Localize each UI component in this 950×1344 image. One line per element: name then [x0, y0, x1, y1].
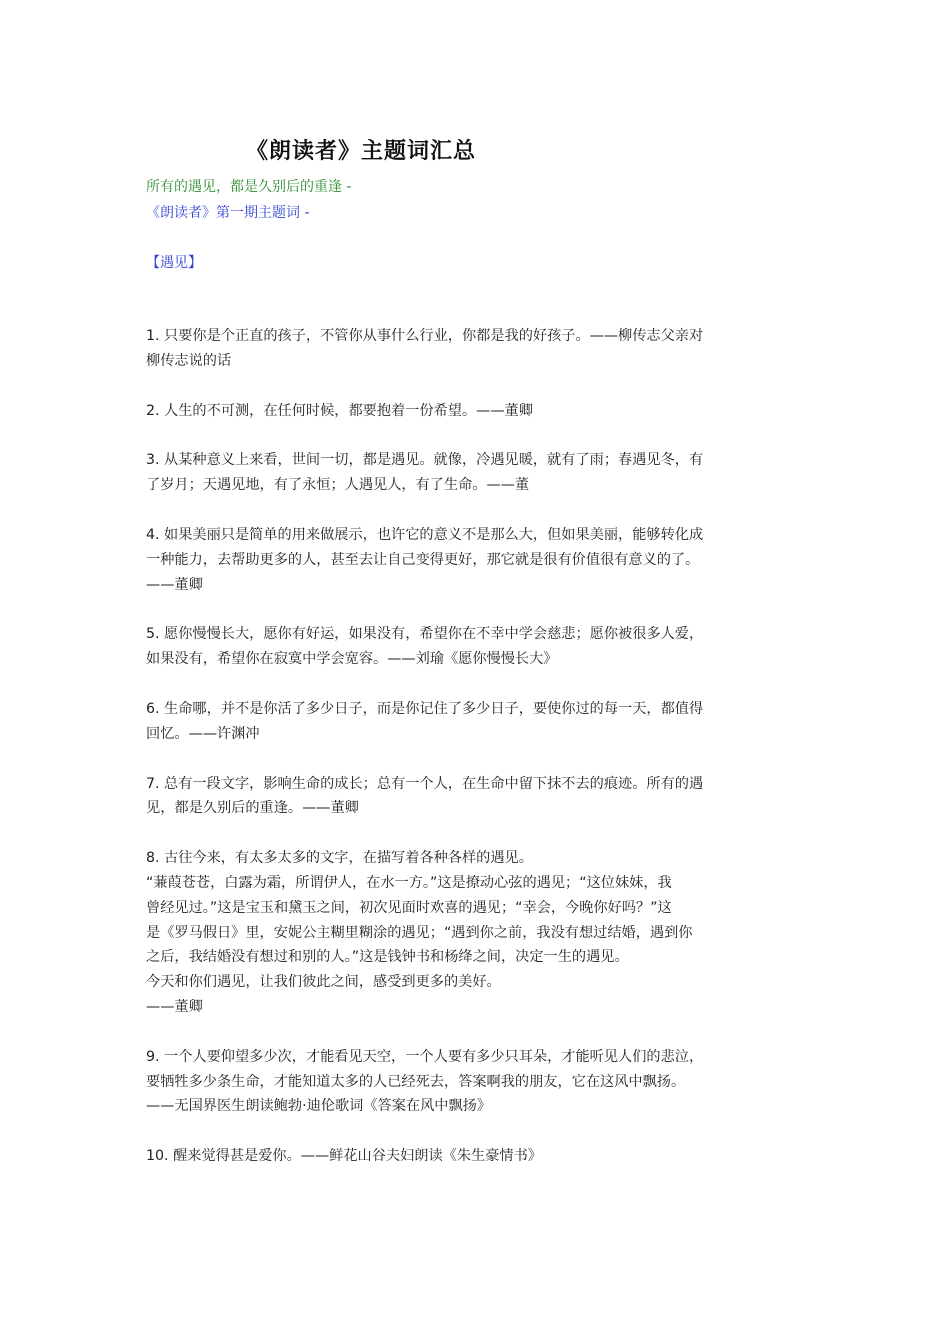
quote-line: 9. 一个人要仰望多少次，才能看见天空，一个人要有多少只耳朵，才能听见人们的悲泣， — [146, 1048, 704, 1065]
quote-item-1 — [146, 324, 810, 374]
quote-line: 曾经见过。”这是宝玉和黛玉之间，初次见面时欢喜的遇见；“幸会，今晚你好吗？”这 — [146, 899, 672, 916]
quote-item-10 — [146, 1144, 810, 1169]
quote-line: 柳传志说的话 — [146, 352, 232, 369]
quote-line: 7. 总有一段文字，影响生命的成长；总有一个人，在生命中留下抹不去的痕迹。所有的遇 — [146, 775, 704, 792]
quote-line: 之后，我结婚没有想过和别的人。”这是钱钟书和杨绛之间，决定一生的遇见。 — [146, 949, 629, 966]
quote-line: 回忆。——许渊冲 — [146, 725, 260, 742]
quote-line: 是《罗马假日》里，安妮公主糊里糊涂的遇见；“遇到你之前，我没有想过结婚，遇到你 — [146, 924, 693, 941]
quote-line: ——董卿 — [146, 998, 203, 1015]
quote-item-6 — [146, 697, 810, 747]
quote-line: 5. 愿你慢慢长大，愿你有好运，如果没有，希望你在不幸中学会慈悲；愿你被很多人爱， — [146, 626, 704, 643]
quote-line: ——无国界医生朗读鲍勃·迪伦歌词《答案在风中飘扬》 — [146, 1098, 492, 1115]
quote-item-5 — [146, 622, 810, 672]
quote-line: 8. 古往今来，有太多太多的文字，在描写着各种各样的遇见。 — [146, 850, 533, 867]
quote-line: 一种能力，去帮助更多的人，甚至去让自己变得更好，那它就是很有价值很有意义的了。 — [146, 551, 700, 568]
quote-line: 1. 只要你是个正直的孩子，不管你从事什么行业，你都是我的好孩子。——柳传志父亲对 — [146, 328, 704, 344]
quote-line: “蒹葭苍苍，白露为霜，所谓伊人，在水一方。”这是撩动心弦的遇见；“这位妹妹，我 — [146, 874, 672, 891]
section-heading: 【遇见】 — [146, 255, 202, 271]
quote-line: 了岁月；天遇见地，有了永恒；人遇见人，有了生命。——董 — [146, 477, 530, 494]
quote-line: 3. 从某种意义上来看，世间一切，都是遇见。就像，冷遇见暖，就有了雨；春遇见冬，有 — [146, 452, 704, 469]
quote-item-8 — [146, 846, 810, 1020]
quote-line: 6. 生命哪，并不是你活了多少日子，而是你记住了多少日子，要使你过的每一天，都值得 — [146, 700, 704, 717]
quote-line: 要牺牲多少条生命，才能知道太多的人已经死去，答案啊我的朋友，它在这风中飘扬。 — [146, 1073, 686, 1090]
quote-line: ——董卿 — [146, 576, 203, 593]
quote-line: 如果没有，希望你在寂寞中学会宽容。——刘瑜《愿你慢慢长大》 — [146, 651, 558, 668]
quote-list — [146, 324, 810, 1194]
quote-item-3 — [146, 448, 810, 498]
quote-item-4 — [146, 523, 810, 597]
quote-line: 10. 醒来觉得甚是爱你。——鲜花山谷夫妇朗读《朱生豪情书》 — [146, 1148, 542, 1165]
quote-line: 2. 人生的不可测，在任何时候，都要抱着一份希望。——董卿 — [146, 402, 533, 419]
quote-item-9 — [146, 1045, 810, 1119]
quote-item-2 — [146, 399, 810, 424]
quote-line: 见，都是久别后的重逢。——董卿 — [146, 800, 359, 817]
subtitle-green: 所有的遇见，都是久别后的重逢 - — [146, 179, 352, 195]
quote-line: 4. 如果美丽只是简单的用来做展示，也许它的意义不是那么大，但如果美丽，能够转化成 — [146, 526, 704, 543]
document-title: 《朗读者》主题词汇总 — [246, 138, 477, 164]
quote-item-7 — [146, 772, 810, 822]
subtitle-blue: 《朗读者》第一期主题词 - — [146, 205, 310, 221]
quote-line: 今天和你们遇见，让我们彼此之间，感受到更多的美好。 — [146, 974, 501, 991]
